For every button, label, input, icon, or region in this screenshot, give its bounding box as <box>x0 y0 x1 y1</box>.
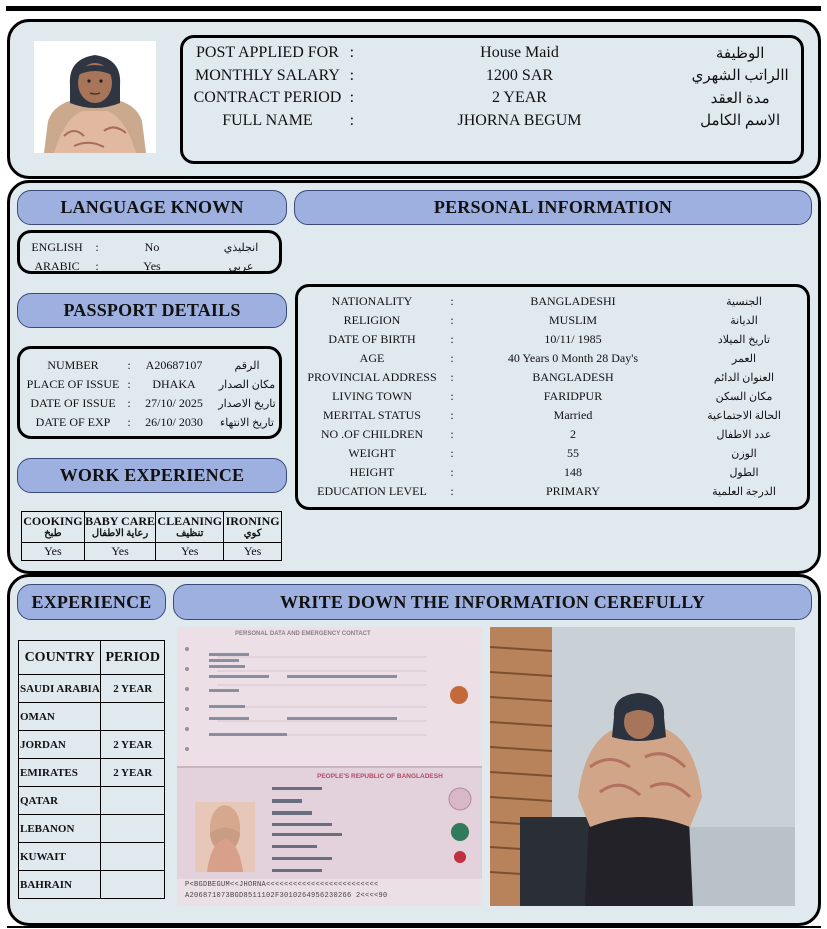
language-arabic-label: انجليذي <box>223 242 259 254</box>
passport-colon: : <box>127 358 131 372</box>
skill-name-ar: كوي <box>243 528 262 539</box>
skill-name-en: COOKING <box>23 514 83 528</box>
summary-field-value: 2 YEAR <box>492 89 547 107</box>
passport-mrz-line-1: P<BGDBEGUM<<JHORNA<<<<<<<<<<<<<<<<<<<<<<<<< <box>185 881 379 889</box>
personal-info-header: PERSONAL INFORMATION <box>294 190 812 225</box>
experience-row <box>19 871 165 899</box>
experience-header: EXPERIENCE <box>17 584 166 620</box>
personal-colon: : <box>450 465 454 479</box>
summary-colon: : <box>349 44 355 62</box>
passport-top-heading: PERSONAL DATA AND EMERGENCY CONTACT <box>235 631 371 637</box>
experience-row <box>19 759 165 787</box>
experience-country-cell: KUWAIT <box>19 843 101 871</box>
passport-field-label: PLACE OF ISSUE <box>26 377 120 391</box>
personal-field-value: BANGLADESHI <box>530 294 616 308</box>
woman-full-body-icon <box>490 627 795 906</box>
personal-row <box>302 406 807 425</box>
personal-arabic-label: الديانة <box>730 315 758 327</box>
personal-row <box>302 425 807 444</box>
skill-name-en: CLEANING <box>157 514 223 528</box>
language-arabic-label: عربي <box>228 261 254 273</box>
summary-colon: : <box>349 66 355 84</box>
personal-field-label: NO .OF CHILDREN <box>320 427 424 441</box>
skill-header-cell <box>84 512 156 543</box>
experience-table <box>18 640 165 899</box>
personal-field-value: 55 <box>567 446 579 460</box>
passport-row <box>22 375 280 394</box>
summary-field-value: House Maid <box>480 44 559 62</box>
language-colon: : <box>95 259 99 273</box>
experience-period-cell <box>101 815 165 843</box>
personal-field-label: WEIGHT <box>348 446 396 460</box>
passport-arabic-label: الرقم <box>234 360 260 372</box>
personal-colon: : <box>450 408 454 422</box>
experience-period-cell: 2 YEAR <box>101 675 165 703</box>
passport-row <box>22 413 280 432</box>
notice-header: WRITE DOWN THE INFORMATION CEREFULLY <box>173 584 812 620</box>
personal-field-label: MERITAL STATUS <box>323 408 421 422</box>
personal-field-value: MUSLIM <box>548 313 597 327</box>
personal-colon: : <box>450 294 454 308</box>
summary-field-label: FULL NAME <box>222 111 313 129</box>
summary-row <box>189 65 799 88</box>
language-colon: : <box>95 240 99 254</box>
summary-arabic-label: مدة العقد <box>710 90 770 107</box>
experience-period-cell <box>101 843 165 871</box>
experience-period-cell: 2 YEAR <box>101 759 165 787</box>
passport-mrz-line-2: A206871073BGD8511102F3010264956230266 2<<<<90 <box>185 892 388 900</box>
personal-arabic-label: عدد الاطفال <box>716 429 772 441</box>
personal-arabic-label: الوزن <box>731 448 757 460</box>
woman-portrait-icon <box>34 41 156 153</box>
personal-row <box>302 330 807 349</box>
skill-value-cell: Yes <box>22 543 85 561</box>
summary-field-label: POST APPLIED FOR <box>196 44 339 62</box>
skill-name-ar: طبخ <box>44 528 62 539</box>
experience-period-cell <box>101 871 165 899</box>
passport-colon: : <box>127 377 131 391</box>
personal-field-value: BANGLADESH <box>532 370 614 384</box>
language-row <box>22 238 280 257</box>
personal-field-value: 10/11/ 1985 <box>544 332 602 346</box>
personal-arabic-label: تاريخ الميلاد <box>717 334 771 346</box>
summary-field-label: MONTHLY SALARY <box>194 66 340 84</box>
personal-field-value: Married <box>553 408 593 422</box>
personal-row <box>302 349 807 368</box>
personal-colon: : <box>450 351 454 365</box>
personal-field-label: EDUCATION LEVEL <box>317 484 427 498</box>
skill-header-cell <box>22 512 85 543</box>
top-border-bar <box>6 6 821 11</box>
personal-field-value: 2 <box>570 427 576 441</box>
language-known-header: LANGUAGE KNOWN <box>17 190 287 225</box>
passport-field-label: DATE OF EXP <box>35 415 111 429</box>
personal-field-label: AGE <box>359 351 385 365</box>
skill-value-cell: Yes <box>156 543 224 561</box>
personal-colon: : <box>450 427 454 441</box>
language-row <box>22 257 280 276</box>
summary-arabic-label: الوظيفة <box>715 45 765 62</box>
summary-row <box>189 87 799 110</box>
passport-arabic-label: تاريخ الاصدار <box>218 398 276 410</box>
summary-box <box>180 35 804 164</box>
profile-photo <box>34 41 156 153</box>
experience-row <box>19 787 165 815</box>
summary-panel <box>7 19 821 179</box>
experience-country-cell: EMIRATES <box>19 759 101 787</box>
period-column-header: PERIOD <box>101 641 165 675</box>
language-box <box>17 230 282 274</box>
language-field-label: ARABIC <box>34 259 80 273</box>
passport-colon: : <box>127 396 131 410</box>
passport-bottom-heading: PEOPLE'S REPUBLIC OF BANGLADESH <box>317 773 443 780</box>
personal-arabic-label: العمر <box>731 353 757 365</box>
passport-row <box>22 394 280 413</box>
personal-field-value: 40 Years 0 Month 28 Day's <box>507 351 639 365</box>
personal-field-label: DATE OF BIRTH <box>328 332 416 346</box>
personal-field-label: PROVINCIAL ADDRESS <box>307 370 437 384</box>
language-field-label: ENGLISH <box>31 240 83 254</box>
language-field-value: Yes <box>143 259 161 273</box>
work-experience-header: WORK EXPERIENCE <box>17 458 287 493</box>
personal-field-value: FARIDPUR <box>543 389 603 403</box>
summary-field-value: JHORNA BEGUM <box>457 111 582 129</box>
skill-header-cell <box>224 512 282 543</box>
skill-value-cell: Yes <box>224 543 282 561</box>
summary-arabic-label: الاسم الكامل <box>700 113 781 130</box>
experience-row <box>19 815 165 843</box>
passport-field-value: DHAKA <box>152 377 196 391</box>
passport-row <box>22 356 280 375</box>
personal-row <box>302 292 807 311</box>
experience-country-cell: OMAN <box>19 703 101 731</box>
personal-colon: : <box>450 370 454 384</box>
personal-colon: : <box>450 446 454 460</box>
work-skills-table <box>21 511 282 561</box>
personal-arabic-label: الطول <box>729 467 759 479</box>
skill-header-cell <box>156 512 224 543</box>
experience-row <box>19 731 165 759</box>
personal-row <box>302 311 807 330</box>
personal-row <box>302 463 807 482</box>
experience-country-cell: BAHRAIN <box>19 871 101 899</box>
summary-field-value: 1200 SAR <box>485 66 554 84</box>
experience-country-cell: QATAR <box>19 787 101 815</box>
skill-value-cell: Yes <box>84 543 156 561</box>
personal-colon: : <box>450 389 454 403</box>
experience-country-cell: LEBANON <box>19 815 101 843</box>
passport-details-header: PASSPORT DETAILS <box>17 293 287 328</box>
passport-box <box>17 346 282 439</box>
personal-row <box>302 482 807 501</box>
passport-colon: : <box>127 415 131 429</box>
summary-colon: : <box>349 111 355 129</box>
personal-arabic-label: مكان السكن <box>715 391 773 403</box>
personal-field-value: PRIMARY <box>545 484 601 498</box>
passport-field-label: NUMBER <box>47 358 99 372</box>
passport-arabic-label: تاريخ الانتهاء <box>220 417 274 429</box>
country-column-header: COUNTRY <box>19 641 101 675</box>
personal-field-value: 148 <box>564 465 582 479</box>
language-field-value: No <box>144 240 160 254</box>
summary-colon: : <box>349 89 355 107</box>
personal-field-label: LIVING TOWN <box>332 389 412 403</box>
personal-field-label: NATIONALITY <box>331 294 413 308</box>
personal-row <box>302 368 807 387</box>
personal-colon: : <box>450 484 454 498</box>
experience-period-cell <box>101 703 165 731</box>
experience-country-cell: SAUDI ARABIA <box>19 675 101 703</box>
experience-period-cell: 2 YEAR <box>101 731 165 759</box>
passport-field-label: DATE OF ISSUE <box>30 396 116 410</box>
personal-row <box>302 387 807 406</box>
experience-row <box>19 843 165 871</box>
experience-row <box>19 703 165 731</box>
personal-arabic-label: الجنسية <box>726 296 762 308</box>
passport-field-value: 26/10/ 2030 <box>145 415 203 429</box>
personal-row <box>302 444 807 463</box>
personal-colon: : <box>450 313 454 327</box>
experience-row <box>19 675 165 703</box>
summary-arabic-label: االراتب الشهري <box>691 68 789 85</box>
skill-name-en: IRONING <box>225 514 280 528</box>
full-body-photo <box>490 627 795 906</box>
personal-field-label: RELIGION <box>343 313 401 327</box>
passport-arabic-label: مكان الصدار <box>218 379 276 391</box>
experience-period-cell <box>101 787 165 815</box>
personal-arabic-label: الحالة الاجتماعية <box>707 410 781 422</box>
passport-field-value: 27/10/ 2025 <box>145 396 203 410</box>
passport-field-value: A20687107 <box>145 358 203 372</box>
summary-row <box>189 110 799 133</box>
personal-arabic-label: العنوان الدائم <box>713 372 775 384</box>
passport-scan-image <box>177 627 482 906</box>
summary-row <box>189 42 799 65</box>
summary-field-label: CONTRACT PERIOD <box>193 89 342 107</box>
personal-info-box <box>295 284 810 510</box>
personal-field-label: HEIGHT <box>349 465 395 479</box>
experience-country-cell: JORDAN <box>19 731 101 759</box>
bottom-rule <box>7 926 821 928</box>
skill-name-ar: رعاية الاطفال <box>91 528 149 539</box>
personal-colon: : <box>450 332 454 346</box>
skill-name-en: BABY CARE <box>85 514 156 528</box>
personal-arabic-label: الدرجة العلمية <box>712 486 776 498</box>
skill-name-ar: تنظيف <box>176 528 204 539</box>
